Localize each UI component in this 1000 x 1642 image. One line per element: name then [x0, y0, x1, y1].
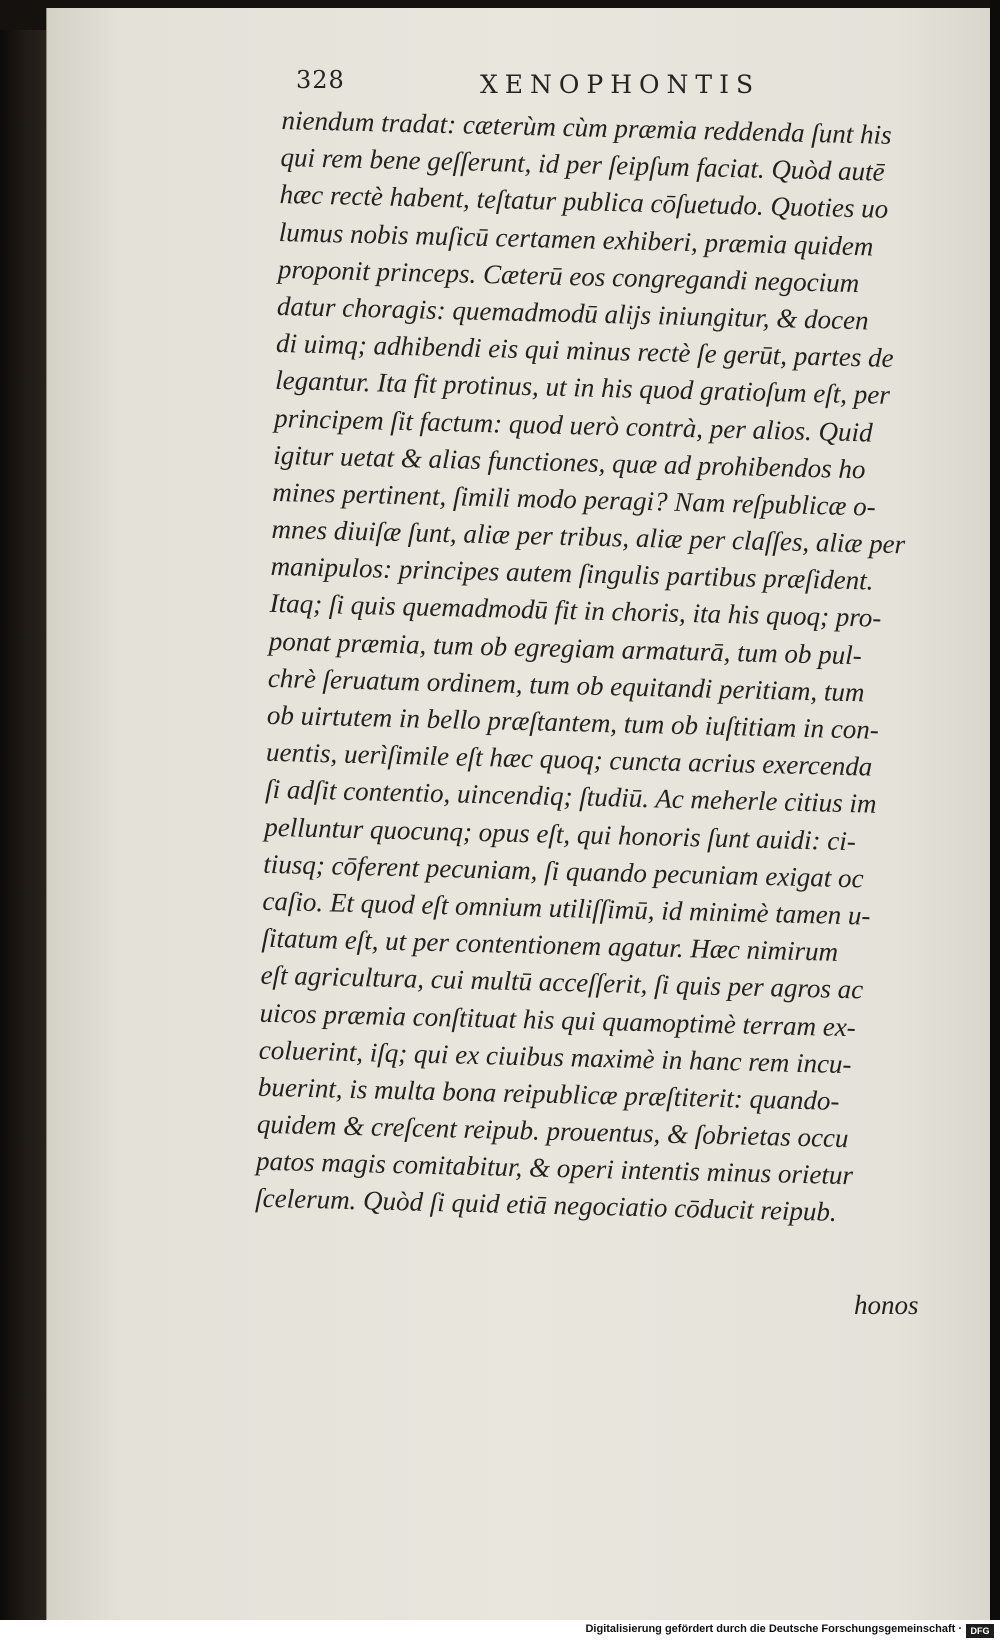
text-line: patos magis comitabitur, & operi intentis minus orietur: [255, 1145, 854, 1191]
footer-bar: [0, 1620, 1000, 1642]
dfg-logo: DFG: [966, 1624, 994, 1638]
text-line: hæc rectè habent, teſtatur publica cōſuetudo. Quoties uo: [279, 179, 889, 225]
text-line: igitur uetat & alias functiones, quæ ad prohibendos ho: [273, 439, 866, 485]
text-line: quidem & creſcent reipub. prouentus, & ſobrietas occu: [256, 1108, 849, 1154]
text-line: buerint, is multa bona reipublicæ præſtiterit: quando-: [257, 1071, 840, 1116]
text-line: ſitatum eſt, ut per contentionem agatur. Hæc nimirum: [261, 922, 839, 967]
text-line: lumus nobis muſicū certamen exhiberi, præmia quidem: [278, 216, 874, 262]
text-line: ponat præmia, tum ob egregiam armaturā, tum ob pul-: [268, 625, 863, 670]
scan-right-edge: [990, 0, 1000, 1620]
text-line: mines pertinent, ſimili modo peragi? Nam reſpublicæ o-: [272, 476, 877, 522]
catchword: honos: [854, 1290, 919, 1320]
text-line: pelluntur quocunq; opus eſt, qui honoris ſunt auidi: ci-: [263, 811, 857, 856]
text-line: mnes diuiſæ ſunt, aliæ per tribus, aliæ per claſſes, aliæ per: [271, 513, 906, 560]
text-line: ob uirtutem in bello præſtantem, tum ob iuſtitiam in con-: [266, 699, 880, 745]
funding-credit: Digitalisierung gefördert durch die Deutsche Forschungsgemeinschaft ·: [585, 1623, 962, 1635]
text-line: legantur. Ita fit protinus, ut in his quod gratioſum eſt, per: [274, 365, 891, 411]
text-line: uentis, uerìſimile eſt hæc quoq; cuncta acrius exercenda: [265, 736, 873, 782]
text-line: manipulos: principes autem ſingulis partibus præſident.: [270, 551, 874, 596]
text-line: tiusq; cōferent pecuniam, ſi quando pecuniam exigat oc: [263, 848, 864, 894]
text-line: ſcelerum. Quòd ſi quid etiā negociatio cōducit reipub.: [254, 1183, 838, 1228]
page-number: 328: [296, 66, 345, 94]
text-line: ſi adſit contentio, uincendiq; ſtudiū. Ac meherle citius im: [264, 774, 877, 820]
text-line: eſt agricultura, cui multū acceſſerit, ſi quis per agros ac: [260, 960, 864, 1005]
text-line: caſio. Et quod eſt omnium utiliſſimū, id minimè tamen u-: [262, 885, 871, 931]
text-line: proponit princeps. Cæterū eos congregandi negocium: [277, 253, 860, 298]
text-line: niendum tradat: cæterùm cùm præmia reddenda ſunt his: [281, 104, 892, 150]
text-line: qui rem bene geſſerunt, id per ſeipſum faciat. Quòd autē: [280, 142, 885, 187]
text-line: Itaq; ſi quis quemadmodū fit in choris, ita his quoq; pro-: [269, 588, 882, 634]
text-line: uicos præmia conſtituat his qui quamoptimè terram ex-: [259, 997, 857, 1042]
page-header: [282, 62, 942, 102]
text-line: coluerint, iſq; qui ex ciuibus maximè in hanc rem incu-: [258, 1034, 852, 1079]
text-line: principem ſit factum: quod uerò contrà, per alios. Quid: [273, 402, 873, 448]
text-line: datur choragis: quemadmodū alijs iniungitur, & docen: [276, 290, 869, 336]
text-line: chrè ſeruatum ordinem, tum ob equitandi peritiam, tum: [267, 662, 865, 708]
text-line: di uimq; adhibendi eis qui minus rectè ſe gerūt, partes de: [275, 328, 894, 374]
facing-page-edge: [0, 30, 48, 1620]
running-head: XENOPHONTIS: [480, 70, 761, 99]
body-text: [255, 102, 932, 1233]
